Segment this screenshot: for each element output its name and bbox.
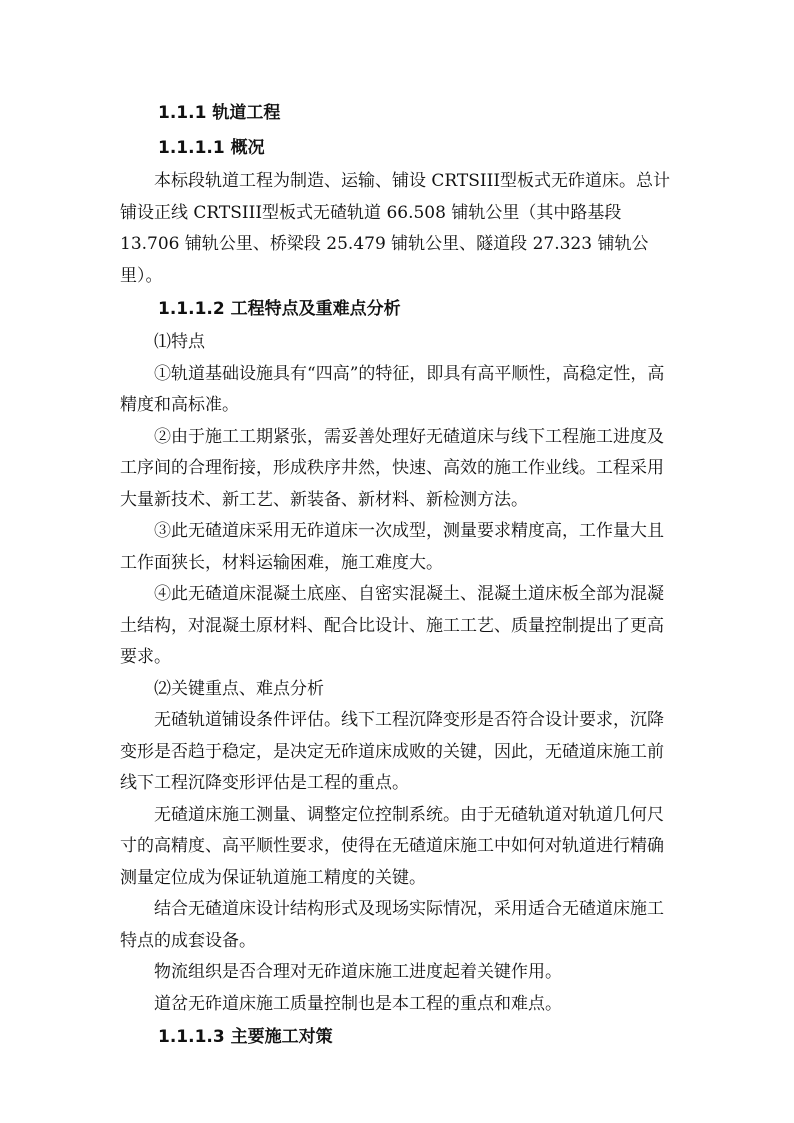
features-heading: 1.1.1.2 工程特点及重难点分析 <box>158 299 401 319</box>
overview-heading: 1.1.1.1 概况 <box>158 138 265 158</box>
analysis-paragraph-2: 无碴道床施工测量、调整定位控制系统。由于无碴轨道对轨道几何尺寸的高精度、高平顺性要求，使得在无碴道床施工中如何对轨道进行精确测量定位成为保证轨道施工精度的关键。 <box>120 804 664 888</box>
section-heading: 1.1.1 轨道工程 <box>158 103 281 123</box>
analysis-paragraph-5: 道岔无砟道床施工质量控制也是本工程的重点和难点。 <box>154 993 562 1014</box>
document-body <box>120 96 680 1055</box>
analysis-paragraph-4: 物流组织是否合理对无砟道床施工进度起着关键作用。 <box>154 962 562 982</box>
feature-item-4: ④此无碴道床混凝土底座、自密实混凝土、混凝土道床板全部为混凝土结构，对混凝土原材料、配合比设计、施工工艺、质量控制提出了更高要求。 <box>120 584 664 667</box>
feature-item-3: ③此无碴道床采用无砟道床一次成型，测量要求精度高，工作量大且工作面狭长，材料运输困难，施工难度大。 <box>120 521 664 573</box>
analysis-paragraph-1: 无碴轨道铺设条件评估。线下工程沉降变形是否符合设计要求，沉降变形是否趋于稳定，是决定无砟道床成败的关键，因此，无碴道床施工前线下工程沉降变形评估是工程的重点。 <box>120 710 664 793</box>
features-subheading-2: ⑵关键重点、难点分析 <box>154 678 324 699</box>
measures-heading: 1.1.1.3 主要施工对策 <box>158 1027 333 1047</box>
analysis-paragraph-3: 结合无碴道床设计结构形式及现场实际情况，采用适合无碴道床施工特点的成套设备。 <box>120 899 664 951</box>
overview-paragraph: 本标段轨道工程为制造、运输、铺设 CRTSIII型板式无砟道床。总计铺设正线 CRTSIII型板式无碴轨道 66.508 铺轨公里（其中路基段 13.706 铺轨公里、桥梁段 25.479 铺轨公里、隧道段 27.323 铺轨公里）。 <box>120 171 671 286</box>
feature-item-2: ②由于施工工期紧张，需妥善处理好无碴道床与线下工程施工进度及工序间的合理衔接，形成秩序井然，快速、高效的施工作业线。工程采用大量新技术、新工艺、新装备、新材料、新检测方法。 <box>120 426 664 510</box>
feature-item-1: ①轨道基础设施具有“四高”的特征，即具有高平顺性，高稳定性，高精度和高标准。 <box>120 363 665 415</box>
features-subheading-1: ⑴特点 <box>154 332 205 352</box>
